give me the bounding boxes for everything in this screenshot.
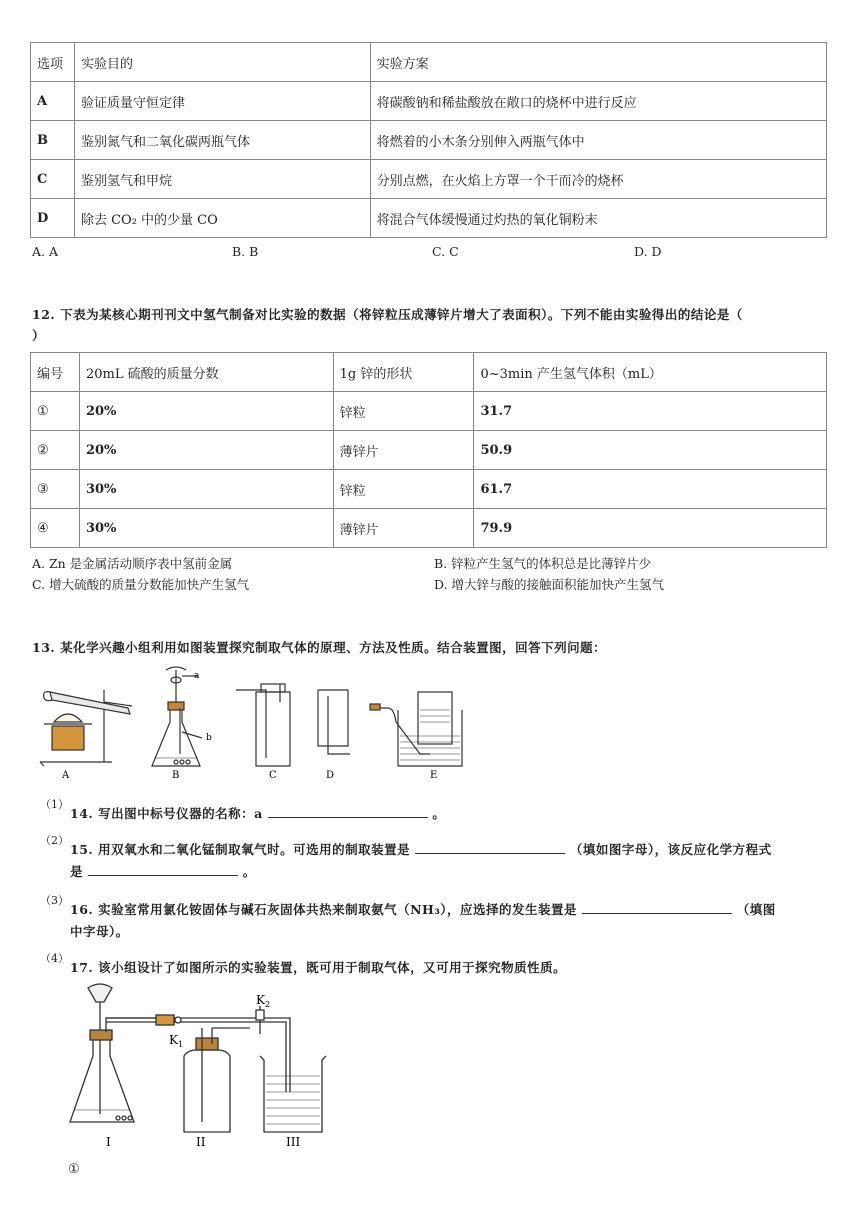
table-cell: 50.9 [474,431,827,470]
table-cell: 除去 CO₂ 中的少量 CO [74,199,370,238]
table-row [31,82,827,121]
table-cell: 20% [79,392,333,431]
table-cell: 30% [79,509,333,548]
apparatus-d-drawing [318,690,350,754]
answer-blank-16[interactable] [582,913,732,914]
table-row [31,392,827,431]
table-cell: 鉴别氮气和二氧化碳两瓶气体 [74,121,370,160]
table-cell: 79.9 [474,509,827,548]
subquestion-15-line2 [70,862,256,880]
apparatus-figure [36,662,466,782]
subquestion-15-end: 。 [242,864,256,879]
subquestion-14-prompt: 14. 写出图中标号仪器的名称：a [70,806,263,821]
table-header-cell: 0~3min 产生氢气体积（mL） [474,353,827,392]
subquestion-17-text: 17. 该小组设计了如图所示的实验装置，既可用于制取气体，又可用于探究物质性质。 [70,960,567,975]
apparatus-label: I [106,1135,111,1149]
option-a[interactable]: A. A [32,244,59,259]
option-b[interactable]: B. 锌粒产生氢气的体积总是比薄锌片少 [434,556,652,571]
table-cell: 30% [79,470,333,509]
table-cell: ④ [31,509,80,548]
table-row [31,431,827,470]
table-experiments [30,42,827,238]
apparatus-b-drawing [152,667,202,766]
table-cell: 锌粒 [333,470,474,509]
subquestion-number: （4） [40,952,69,965]
apparatus-label: III [286,1135,301,1149]
beaker-iii-drawing [260,1056,326,1132]
question-12-text-line2: ） [32,328,46,343]
table-header-cell: 1g 锌的形状 [333,353,474,392]
table-cell: D [31,199,75,238]
table-header-cell: 20mL 硫酸的质量分数 [79,353,333,392]
apparatus-e-drawing [370,692,462,766]
apparatus-label: B [172,770,180,781]
table-cell: 鉴别氢气和甲烷 [74,160,370,199]
apparatus-label: C [269,770,277,781]
table-cell: 将燃着的小木条分别伸入两瓶气体中 [370,121,826,160]
option-c[interactable]: C. C [432,244,459,259]
subquestion-number: （1） [40,798,69,811]
subquestion-16-text [70,900,830,918]
question-12-text: 12. 下表为某核心期刊刊文中氢气制备对比实验的数据（将锌粒压成薄锌片增大了表面积）。下列不能由实验得出的结论是（ [32,307,743,322]
table-cell: 验证质量守恒定律 [74,82,370,121]
option-a[interactable]: A. Zn 是金属活动顺序表中氢前金属 [32,556,233,571]
table-cell: 将碳酸钠和稀盐酸放在敞口的烧杯中进行反应 [370,82,826,121]
table-header-cell: 选项 [31,43,75,82]
subquestion-16-line2: 中字母）。 [70,924,129,939]
table-cell: 31.7 [474,392,827,431]
subquestion-15-text [70,840,830,858]
label-b: b [206,733,212,743]
k1-label: $K_1$ [169,1033,184,1049]
table-cell: ① [31,392,80,431]
table-cell: C [31,160,75,199]
table-row [31,509,827,548]
subquestion-number: （3） [40,894,69,907]
table-row [31,353,827,392]
table-header-cell: 编号 [31,353,80,392]
answer-blank-15a[interactable] [415,853,565,854]
label-a: a [194,671,200,681]
table-cell: A [31,82,75,121]
circled-one-marker: ① [68,1162,80,1177]
answer-blank-14[interactable] [268,817,428,818]
subquestion-15-line2-text: 是 [70,864,84,879]
table-row [31,470,827,509]
subquestion-14-text [70,804,445,822]
table-cell: 薄锌片 [333,509,474,548]
subquestion-number: （2） [40,834,69,847]
table-hydrogen-data [30,352,827,548]
table-cell: ③ [31,470,80,509]
flask-i-drawing [70,984,160,1122]
table-cell: B [31,121,75,160]
option-d[interactable]: D. 增大锌与酸的接触面积能加快产生氢气 [434,577,665,592]
table-row [31,199,827,238]
subquestion-15-mid: （填如图字母），该反应化学方程式 [569,842,772,857]
apparatus-label: E [430,770,438,781]
table-row [31,43,827,82]
table-cell: 20% [79,431,333,470]
table-row [31,121,827,160]
apparatus-a-drawing [40,690,132,766]
apparatus-c-drawing [236,684,290,766]
k2-label: $K_2$ [256,993,271,1009]
subquestion-16-mid: （填图 [736,902,776,917]
table-cell: ② [31,431,80,470]
option-d[interactable]: D. D [634,244,662,259]
table-cell: 61.7 [474,470,827,509]
question-13-text: 13. 某化学兴趣小组利用如图装置探究制取气体的原理、方法及性质。结合装置图，回答下列问题： [32,640,607,655]
bottle-ii-drawing [184,1028,250,1132]
table-cell: 锌粒 [333,392,474,431]
option-b[interactable]: B. B [232,244,259,259]
table-cell: 将混合气体缓慢通过灼热的氧化铜粉末 [370,199,826,238]
table-row [31,160,827,199]
answer-blank-15b[interactable] [88,875,238,876]
table-header-cell: 实验目的 [74,43,370,82]
subquestion-14-end: 。 [432,806,446,821]
subquestion-15-prompt: 15. 用双氧水和二氧化锰制取氧气时。可选用的制取装置是 [70,842,411,857]
apparatus-label: II [196,1135,206,1149]
subquestion-16-prompt: 16. 实验室常用氯化铵固体与碱石灰固体共热来制取氨气（NH₃），应选择的发生装置是 [70,902,578,917]
table-cell: 分别点燃，在火焰上方罩一个干而冷的烧杯 [370,160,826,199]
table-cell: 薄锌片 [333,431,474,470]
apparatus-figure-2 [60,982,340,1152]
apparatus-label: A [62,770,70,781]
apparatus-label: D [326,770,335,781]
option-c[interactable]: C. 增大硫酸的质量分数能加快产生氢气 [32,577,250,592]
table-header-cell: 实验方案 [370,43,826,82]
